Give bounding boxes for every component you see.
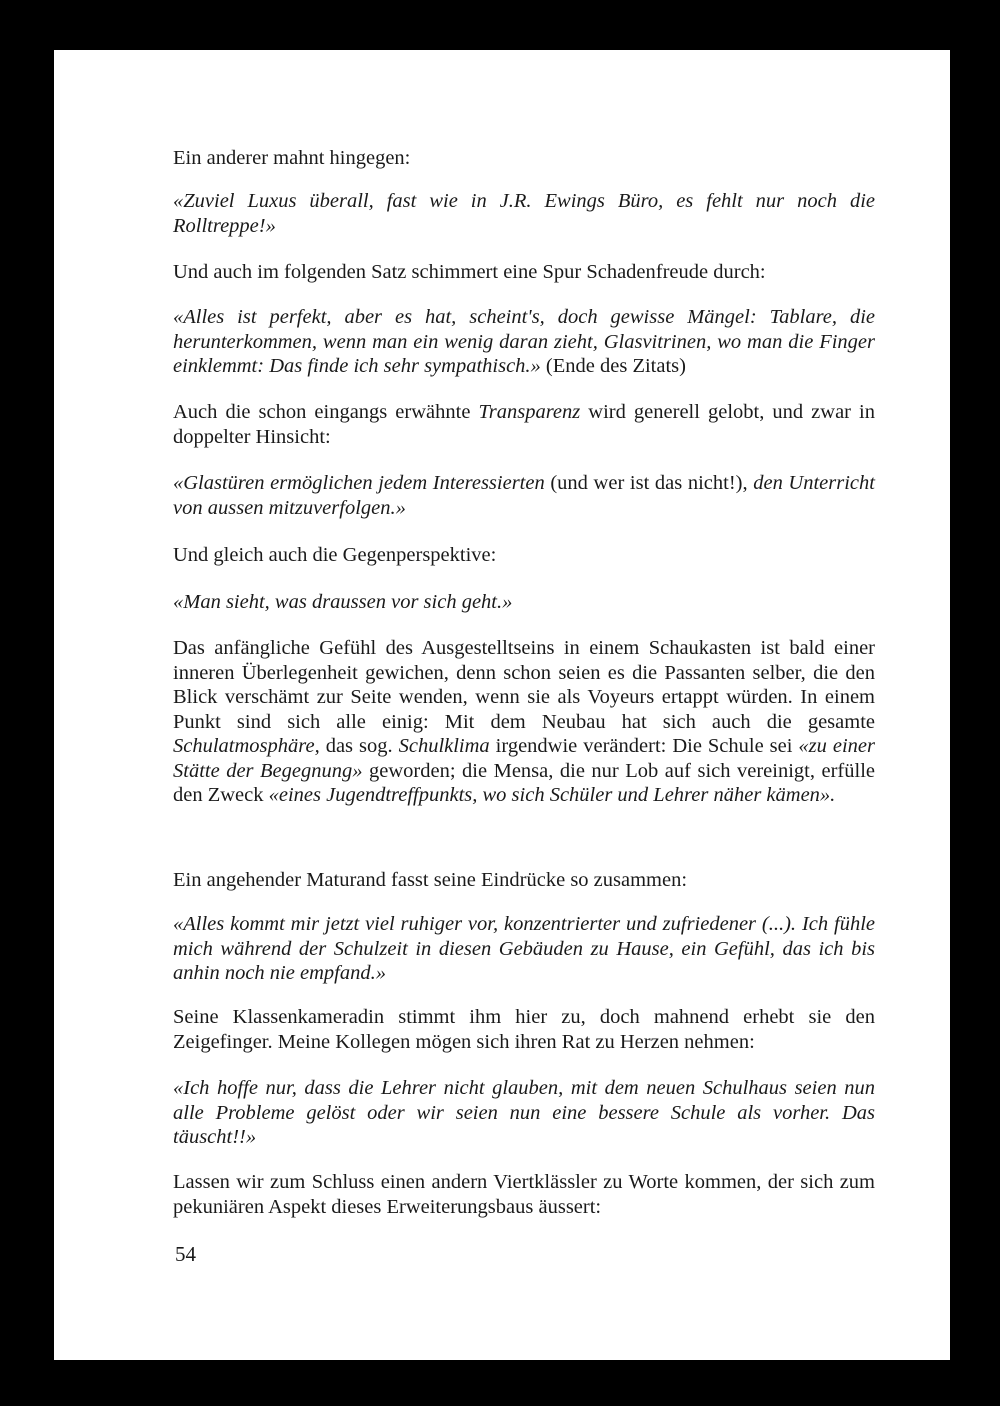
paragraph-klassenkameradin: Seine Klassenkameradin stimmt ihm hier zu, doch mahnend erhebt sie den Zeigefinger. Meine Kollegen mögen sich ihren Rat zu Herzen nehmen:: [173, 1006, 875, 1053]
quote-lehrer: «Ich hoffe nur, dass die Lehrer nicht glauben, mit dem neuen Schulhaus seien nun alle Probleme gelöst oder wir seien nun eine bessere Schule als vorher. Das täuscht!!»: [173, 1077, 875, 1148]
paragraph-schadenfreude: Und auch im folgenden Satz schimmert eine Spur Schadenfreude durch:: [173, 261, 766, 283]
quote-perfekt: «Alles ist perfekt, aber es hat, scheint's, doch gewisse Mängel: Tablare, die herunterkommen, wenn man ein wenig daran zieht, Glasvitrinen, wo man die Finger einklemmt: Das finde ich sehr sympathisch.» (Ende des Zitats): [173, 306, 875, 377]
paragraph-transparenz: Auch die schon eingangs erwähnte Transparenz wird generell gelobt, und zwar in doppelter Hinsicht:: [173, 401, 875, 448]
quote-glastueren: «Glastüren ermöglichen jedem Interessierten (und wer ist das nicht!), den Unterricht von aussen mitzuverfolgen.»: [173, 472, 875, 519]
quote-ruhiger: «Alles kommt mir jetzt viel ruhiger vor, konzentrierter und zufriedener (...). Ich fühle mich während der Schulzeit in diesen Gebäuden zu Hause, ein Gefühl, das ich bis anhin noch nie empfand.»: [173, 913, 875, 984]
paragraph-viertklaessler: Lassen wir zum Schluss einen andern Viertklässler zu Worte kommen, der sich zum pekuniären Aspekt dieses Erweiterungsbaus äussert:: [173, 1171, 875, 1218]
paragraph-maturand: Ein angehender Maturand fasst seine Eindrücke so zusammen:: [173, 869, 688, 891]
paragraph-schaukasten: Das anfängliche Gefühl des Ausgestelltseins in einem Schaukasten ist bald einer inneren Überlegenheit gewichen, denn schon seien es die Passanten selber, die den Blick verschämt zur Seite wenden, wenn sie als Voyeurs ertappt würden. In einem Punkt sind sich alle einig: Mit dem Neubau hat sich auch die gesamte Schulatmosphäre, das sog. Schulklima irgendwie verändert: Die Schule sei «zu einer Stätte der Begegnung» geworden; die Mensa, die nur Lob auf sich vereinigt, erfülle den Zweck «eines Jugendtreffpunkts, wo sich Schüler und Lehrer näher kämen».: [173, 637, 875, 806]
paragraph-intro: Ein anderer mahnt hingegen:: [173, 147, 411, 169]
paragraph-gegenperspektive: Und gleich auch die Gegenperspektive:: [173, 544, 497, 566]
quote-luxus: «Zuviel Luxus überall, fast wie in J.R. Ewings Büro, es fehlt nur noch die Rolltreppe!»: [173, 190, 875, 237]
quote-draussen: «Man sieht, was draussen vor sich geht.»: [173, 591, 513, 613]
page-number: 54: [175, 1242, 196, 1266]
